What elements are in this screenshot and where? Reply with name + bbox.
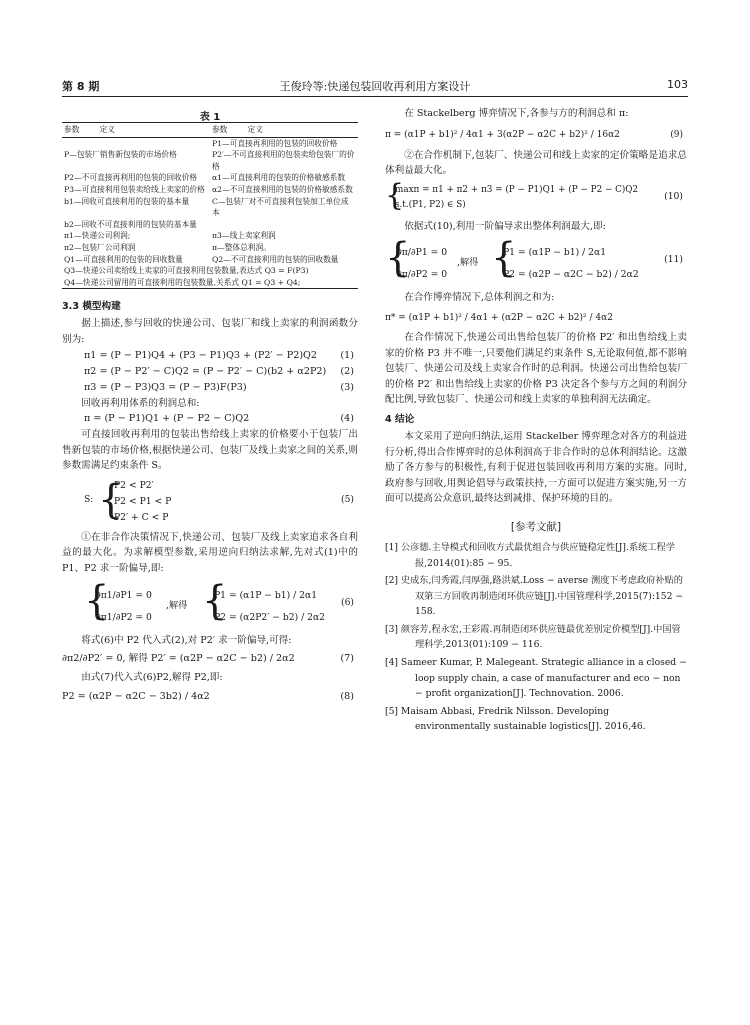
table-row	[62, 137, 358, 149]
solve-label: ,解得	[457, 257, 479, 269]
equation-1	[62, 348, 358, 364]
brace-icon: {	[491, 235, 517, 282]
equation-number: (10)	[664, 190, 683, 202]
table-row	[62, 230, 358, 242]
paragraph: 本文采用了逆向归纳法,运用 Stackelber 博弈理念对各方的利益进行分析,得出合作博弈时的总体利润高于非合作时的总体利润结论。这激励了各方参与的积极性,有利于促进包装回收再利用方案的实施。同时,政府参与回收,用舆论倡导与政策扶持,一方面可以促进方案实施,另一方面可以提高公众意识,最终达到减排、保护环境的目的。	[385, 430, 687, 505]
equation-text: π = (α1P + b1)² / 4α1 + 3(α2P − α2C + b2)² / 16α2	[385, 129, 620, 140]
table-cell: Q3—快递公司卖给线上卖家的可直接利用包装数量,表达式 Q3 = F(P3)	[64, 266, 309, 276]
table-row	[62, 265, 358, 277]
equation-number: (3)	[340, 381, 354, 393]
table-cell: P1—可直接再利用的包装的回收价格	[211, 138, 338, 148]
table-row	[62, 196, 358, 219]
table-cell: α1—可直接利用的包装的价格敏感系数	[211, 173, 346, 183]
reference-item: [2] 史成东,闫秀霞,闫厚强,路洪斌.Loss − averse 测度下考虑政府补贴的双第三方回收再制造闭环供应链[J].中国管理科学,2015(7):152 − 158.	[385, 575, 684, 618]
constraint-line: s.t.(P1, P2) ∈ S)	[395, 199, 466, 210]
equation-text: π2 = (P − P2′ − C)Q2 = (P − P2′ − C)(b2 + α2P2)	[84, 365, 327, 377]
solution-line: P1 = (α1P − b1) / 2α1	[503, 247, 607, 259]
table-cell: P2—不可直接再利用的包装的回收价格	[64, 173, 198, 183]
header-rule	[62, 96, 688, 97]
paragraph: ①在非合作决策情况下,快递公司、包装厂及线上卖家追求各自利益的最大化。为求解模型参数,采用逆向归纳法求解,先对式(1)中的 P1、P2 求一阶偏导,即:	[62, 531, 358, 575]
equation-4	[62, 411, 358, 427]
solution-line: P1 = (α1P − b1) / 2α1	[214, 589, 318, 601]
equation-6	[62, 579, 358, 631]
table-row	[62, 184, 358, 196]
equation-number: (6)	[340, 596, 354, 608]
reference-item: [4] Sameer Kumar, P. Malegeant. Strategic alliance in a closed − loop supply chain, a case of manufacturer and eco − non − profit organization[J]. Technovation. 2006.	[385, 657, 687, 700]
table-cell: Q1—可直接利用的包装的回收数量	[64, 254, 183, 264]
reference-item: [3] 颜容芳,程永宏,王彩霞.再制造闭环供应链最优差别定价模型[J].中国管理科学,2013(01):109 − 116.	[385, 623, 681, 651]
paragraph: 回收再利用体系的利润总和:	[81, 397, 200, 409]
constraint-label: S:	[84, 493, 94, 505]
equation-2	[62, 364, 358, 380]
page-header	[62, 78, 688, 94]
equation-12	[385, 306, 687, 330]
table-row	[62, 242, 358, 254]
section-heading: 3.3 模型构建	[62, 301, 121, 313]
table-row	[62, 277, 358, 289]
equation-number: (11)	[664, 254, 683, 266]
table-title: 表 1	[199, 112, 221, 123]
paragraph: 在合作情况下,快递公司出售给包装厂的价格 P2′ 和出售给线上卖家的价格 P3 并不唯一,只要他们满足约束条件 S,无论取何值,都不影响包装厂、快递公司及线上卖家合作时的总利润。快递公司出售给包装厂的价格 P2′ 和出售给线上卖家的价格 P3 决定各个参与方之间的利润分配比例,导致包装厂、快递公司和线上卖家的单独利润无法确定。	[385, 331, 687, 406]
brace-icon: {	[202, 577, 228, 624]
equation-10	[385, 177, 687, 217]
derivative-condition: ∂π/∂P2 = 0	[397, 269, 448, 281]
constraint-line: P2′ + C < P	[114, 511, 169, 523]
table-cell: Q4—快递公司留用的可直接利用的包装数量,关系式 Q1 = Q3 + Q4;	[62, 277, 358, 289]
brace-icon: {	[385, 235, 411, 282]
objective-line: maxπ = π1 + π2 + π3 = (P − P1)Q1 + (P − P2 − C)Q2	[395, 184, 639, 195]
section-heading: 4 结论	[385, 413, 415, 425]
issue-number: 第 8 期	[62, 80, 100, 93]
right-column	[385, 106, 687, 737]
equation-text: π3 = (P − P3)Q3 = (P − P3)F(P3)	[84, 381, 247, 393]
table-row	[62, 149, 358, 172]
table-cell: b1—回收可直接利用的包装的基本量	[64, 196, 190, 206]
equation-8	[62, 686, 358, 708]
paragraph: 将式(6)中 P2 代入式(2),对 P2′ 求一阶偏导,可得:	[81, 634, 292, 646]
equation-11	[385, 236, 687, 288]
reference-item: [1] 公彦德.主导模式和回收方式最优组合与供应链稳定性[J].系统工程学报,2014(01):85 − 95.	[385, 541, 675, 569]
equation-number: (4)	[340, 413, 354, 425]
paragraph: 据上描述,参与回收的快递公司、包装厂和线上卖家的利润函数分别为:	[62, 318, 358, 345]
table-header-cell: 定义	[98, 123, 210, 138]
table-row	[62, 172, 358, 184]
derivative-condition: ∂π/∂P1 = 0	[397, 247, 448, 259]
table-cell: π3—线上卖家利润	[211, 231, 276, 241]
derivative-condition: ∂π1/∂P2 = 0	[96, 611, 152, 623]
equation-text: ∂π2/∂P2′ = 0, 解得 P2′ = (α2P − α2C − b2) / 2α2	[62, 653, 295, 665]
table-cell: π1—快递公司利润;	[64, 231, 131, 241]
brace-icon: {	[385, 177, 405, 213]
equation-text: P2 = (α2P − α2C − 3b2) / 4α2	[62, 690, 210, 702]
paragraph: 在合作博弈情况下,总体利润之和为:	[404, 292, 555, 304]
equation-9	[385, 122, 687, 148]
equation-number: (2)	[340, 365, 354, 377]
paragraph: 可直接回收再利用的包装出售给线上卖家的价格要小于包装厂出售新包装的市场价格,根据快递公司、包装厂及线上卖家之间的关系,则参数需满足约束条件 S。	[62, 429, 358, 472]
table-row	[62, 254, 358, 266]
derivative-condition: ∂π1/∂P1 = 0	[96, 589, 152, 601]
equation-number: (7)	[340, 653, 354, 665]
table-cell: α2—不可直接利用的包装的价格敏感系数	[211, 184, 353, 194]
brace-icon: {	[98, 476, 124, 523]
equation-number: (8)	[340, 690, 354, 702]
table-cell: P—包装厂销售新包装的市场价格	[64, 150, 177, 160]
constraint-system	[62, 476, 358, 528]
paragraph: 由式(7)代入式(6)P2,解得 P2,即:	[81, 672, 223, 684]
equation-3	[62, 380, 358, 396]
left-column	[62, 106, 358, 708]
solution-line: P2 = (α2P2′ − b2) / 2α2	[214, 611, 325, 623]
equation-text: π* = (α1P + b1)² / 4α1 + (α2P − α2C + b2)² / 4α2	[385, 312, 613, 323]
equation-7	[62, 648, 358, 670]
equation-text: π = (P − P1)Q1 + (P − P2 − C)Q2	[84, 413, 250, 425]
brace-icon: {	[84, 577, 110, 624]
paragraph: 在 Stackelberg 博弈情况下,各参与方的利润总和 π:	[404, 108, 629, 119]
table-header-cell: 参数	[62, 123, 98, 138]
table-header-cell: 参数	[210, 123, 246, 138]
references-heading: [参考文献]	[510, 520, 562, 533]
table-cell: b2—回收不可直接利用的包装的基本量	[64, 219, 197, 229]
table-header-cell: 定义	[246, 123, 359, 138]
solve-label: ,解得	[166, 599, 188, 611]
table-cell	[210, 219, 358, 231]
paragraph: 依据式(10),利用一阶偏导求出整体利润最大,即:	[404, 220, 606, 232]
constraint-line: P2 < P1 < P	[114, 495, 172, 507]
table-cell: π—整体总利润。	[211, 242, 271, 252]
equation-number: (9)	[670, 129, 683, 140]
table-header-row	[62, 123, 358, 138]
solution-line: P2 = (α2P − α2C − b2) / 2α2	[503, 269, 639, 281]
table-cell: Q2—不可直接利用的包装的回收数量	[211, 254, 339, 264]
equation-number: (1)	[340, 349, 354, 361]
table-cell: P3—可直接利用包装卖给线上卖家的价格	[64, 184, 205, 194]
table-cell: π2—包装厂公司利润	[64, 242, 136, 252]
constraint-line: P2 < P2′	[114, 479, 154, 491]
reference-item: [5] Maisam Abbasi, Fredrik Nilsson. Developing environmentally sustainable logistics[J]. 2016,46.	[385, 705, 646, 733]
table-cell: C—包装厂对不可直接利包装加工单位成本	[211, 196, 349, 218]
equation-number: (5)	[340, 493, 354, 505]
table-cell: P2′—不可直接利用的包装卖给包装厂的价格	[211, 150, 355, 171]
running-title: 王俊玲等:快递包装回收再利用方案设计	[279, 80, 471, 93]
table-row	[62, 219, 358, 231]
table-cell	[62, 137, 210, 149]
page-number: 103	[667, 78, 688, 91]
equation-text: π1 = (P − P1)Q4 + (P3 − P1)Q3 + (P2′ − P2)Q2	[84, 349, 318, 361]
paragraph: ②在合作机制下,包装厂、快递公司和线上卖家的定价策略是追求总体利益最大化。	[385, 149, 687, 177]
parameter-table	[62, 122, 358, 289]
